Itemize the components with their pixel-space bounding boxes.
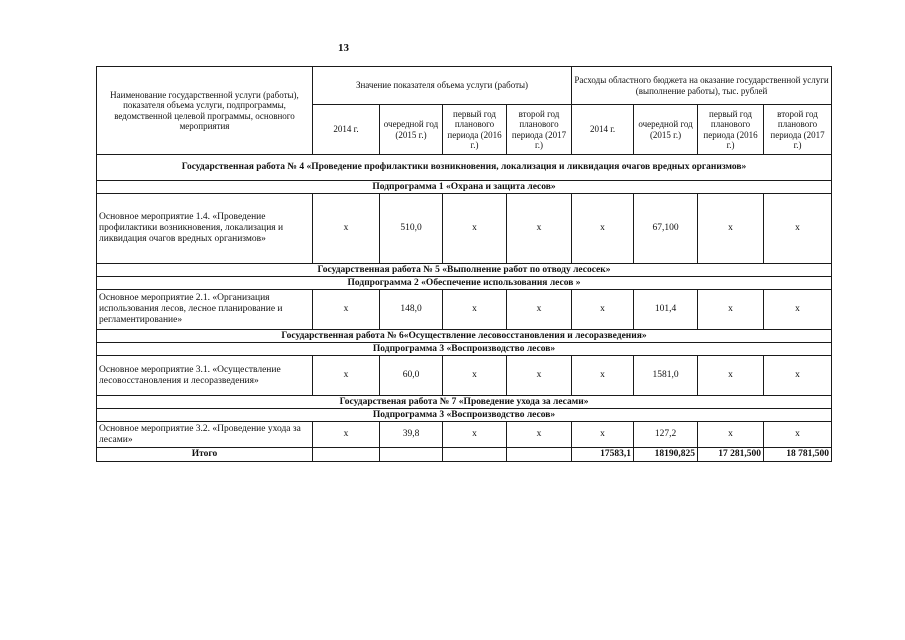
header-budget-2014: 2014 г.	[572, 105, 634, 155]
total-label: Итого	[97, 448, 313, 462]
header-volume-2017: второй год планового периода (2017 г.)	[507, 105, 572, 155]
table-cell: 101,4	[634, 290, 698, 330]
work-title: Государственная работа № 4 «Проведение профилактики возникновения, локализация и ликвидация очагов вредных организмов»	[97, 155, 832, 181]
report-table	[96, 66, 832, 462]
table-cell: 60,0	[380, 356, 443, 396]
total-row	[97, 448, 832, 462]
activity-name: Основное мероприятие 3.2. «Проведение ухода за лесами»	[97, 422, 313, 448]
table-cell	[380, 448, 443, 462]
activity-name: Основное мероприятие 2.1. «Организация использования лесов, лесное планирование и регламентирование»	[97, 290, 313, 330]
table-cell: 510,0	[380, 194, 443, 264]
table-cell: х	[764, 356, 832, 396]
table-cell: х	[698, 422, 764, 448]
table-cell: х	[572, 194, 634, 264]
table-cell: х	[507, 194, 572, 264]
header-volume-2015: очередной год (2015 г.)	[380, 105, 443, 155]
header-volume-2014: 2014 г.	[313, 105, 380, 155]
table-cell	[313, 448, 380, 462]
table-row	[97, 290, 832, 330]
table-cell: х	[313, 290, 380, 330]
table-cell: х	[572, 290, 634, 330]
table-row	[97, 422, 832, 448]
table-cell: х	[507, 356, 572, 396]
table-row	[97, 194, 832, 264]
table-cell: х	[443, 290, 507, 330]
table-cell: 1581,0	[634, 356, 698, 396]
header-budget-group: Расходы областного бюджета на оказание государственной услуги (выполнение работы), тыс. рублей	[572, 67, 832, 105]
table-cell: 148,0	[380, 290, 443, 330]
table-cell: х	[313, 356, 380, 396]
table-cell	[507, 448, 572, 462]
table-cell: 127,2	[634, 422, 698, 448]
table-cell: х	[572, 356, 634, 396]
activity-name: Основное мероприятие 1.4. «Проведение профилактики возникновения, локализация и ликвидация очагов вредных организмов»	[97, 194, 313, 264]
header-budget-2015: очередной год (2015 г.)	[634, 105, 698, 155]
subprogram-title: Подпрограмма 2 «Обеспечение использования лесов »	[97, 277, 832, 290]
table-cell: 39,8	[380, 422, 443, 448]
work-title: Государственная работа № 6«Осуществление лесовосстановления и лесоразведения»	[97, 330, 832, 343]
total-budget-2015: 18190,825	[634, 448, 698, 462]
table-cell: х	[698, 356, 764, 396]
table-cell: х	[764, 290, 832, 330]
table-cell: х	[572, 422, 634, 448]
work-title: Государственная работа № 5 «Выполнение работ по отводу лесосек»	[97, 264, 832, 277]
work-title: Государственая работа № 7 «Проведение ухода за лесами»	[97, 396, 832, 409]
table-cell: х	[507, 290, 572, 330]
header-volume-group: Значение показателя объема услуги (работы)	[313, 67, 572, 105]
table-cell: х	[443, 194, 507, 264]
table-cell: х	[313, 422, 380, 448]
header-volume-2016: первый год планового периода (2016 г.)	[443, 105, 507, 155]
table-cell: х	[764, 194, 832, 264]
subprogram-title: Подпрограмма 3 «Воспроизводство лесов»	[97, 343, 832, 356]
header-name-column: Наименование государственной услуги (работы), показателя объема услуги, подпрограммы, ведомственной целевой программы, основного мероприятия	[97, 67, 313, 155]
table-cell: 67,100	[634, 194, 698, 264]
table-cell: х	[764, 422, 832, 448]
table-cell: х	[507, 422, 572, 448]
subprogram-title: Подпрограмма 3 «Воспроизводство лесов»	[97, 409, 832, 422]
header-budget-2017: второй год планового периода (2017 г.)	[764, 105, 832, 155]
header-budget-2016: первый год планового периода (2016 г.)	[698, 105, 764, 155]
page-number: 13	[338, 42, 349, 54]
activity-name: Основное мероприятие 3.1. «Осуществление лесовосстановления и лесоразведения»	[97, 356, 313, 396]
table-cell: х	[698, 194, 764, 264]
table-cell: х	[443, 356, 507, 396]
subprogram-title: Подпрограмма 1 «Охрана и защита лесов»	[97, 181, 832, 194]
total-budget-2014: 17583,1	[572, 448, 634, 462]
table-row	[97, 356, 832, 396]
table-cell: х	[313, 194, 380, 264]
table-cell: х	[443, 422, 507, 448]
total-budget-2016: 17 281,500	[698, 448, 764, 462]
table-cell: х	[698, 290, 764, 330]
total-budget-2017: 18 781,500	[764, 448, 832, 462]
table-cell	[443, 448, 507, 462]
